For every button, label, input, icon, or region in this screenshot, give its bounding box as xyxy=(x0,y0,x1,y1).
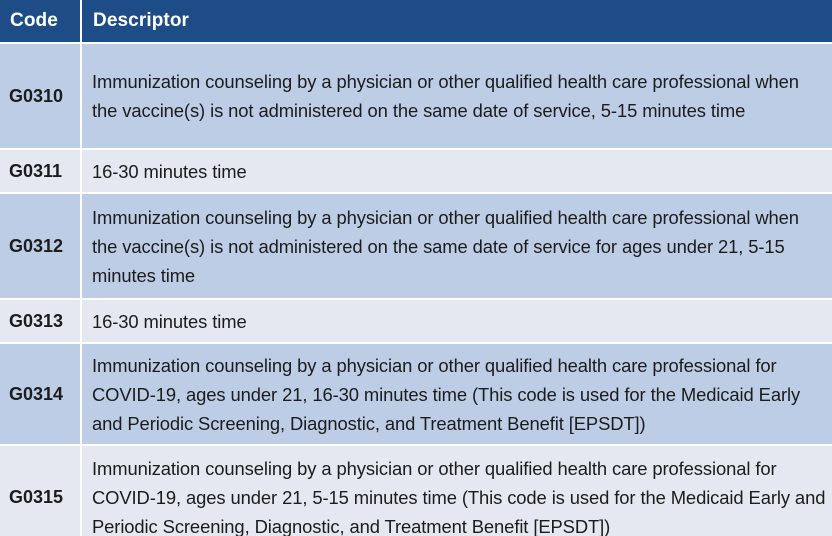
code-cell: G0313 xyxy=(0,300,82,342)
descriptor-cell: 16-30 minutes time xyxy=(82,150,832,192)
code-cell: G0311 xyxy=(0,150,82,192)
column-header-descriptor: Descriptor xyxy=(82,0,832,42)
code-cell: G0315 xyxy=(0,446,82,536)
descriptor-cell: 16-30 minutes time xyxy=(82,300,832,342)
code-cell: G0310 xyxy=(0,44,82,148)
descriptor-cell: Immunization counseling by a physician or other qualified health care professional for COVID-19, ages under 21, 5-15 minutes time (This code is used for the Medicaid Early and Periodic Screening, Diagnostic, and Treatment Benefit [EPSDT]) xyxy=(82,446,832,536)
code-cell: G0312 xyxy=(0,194,82,298)
descriptor-cell: Immunization counseling by a physician or other qualified health care professional when the vaccine(s) is not administered on the same date of service, 5-15 minutes time xyxy=(82,44,832,148)
descriptor-cell: Immunization counseling by a physician or other qualified health care professional for COVID-19, ages under 21, 16-30 minutes time (This code is used for the Medicaid Early and Periodic Screening, Diagnostic, and Treatment Benefit [EPSDT]) xyxy=(82,344,832,444)
descriptor-cell: Immunization counseling by a physician or other qualified health care professional when the vaccine(s) is not administered on the same date of service for ages under 21, 5-15 minutes time xyxy=(82,194,832,298)
code-cell: G0314 xyxy=(0,344,82,444)
column-header-code: Code xyxy=(0,0,82,42)
